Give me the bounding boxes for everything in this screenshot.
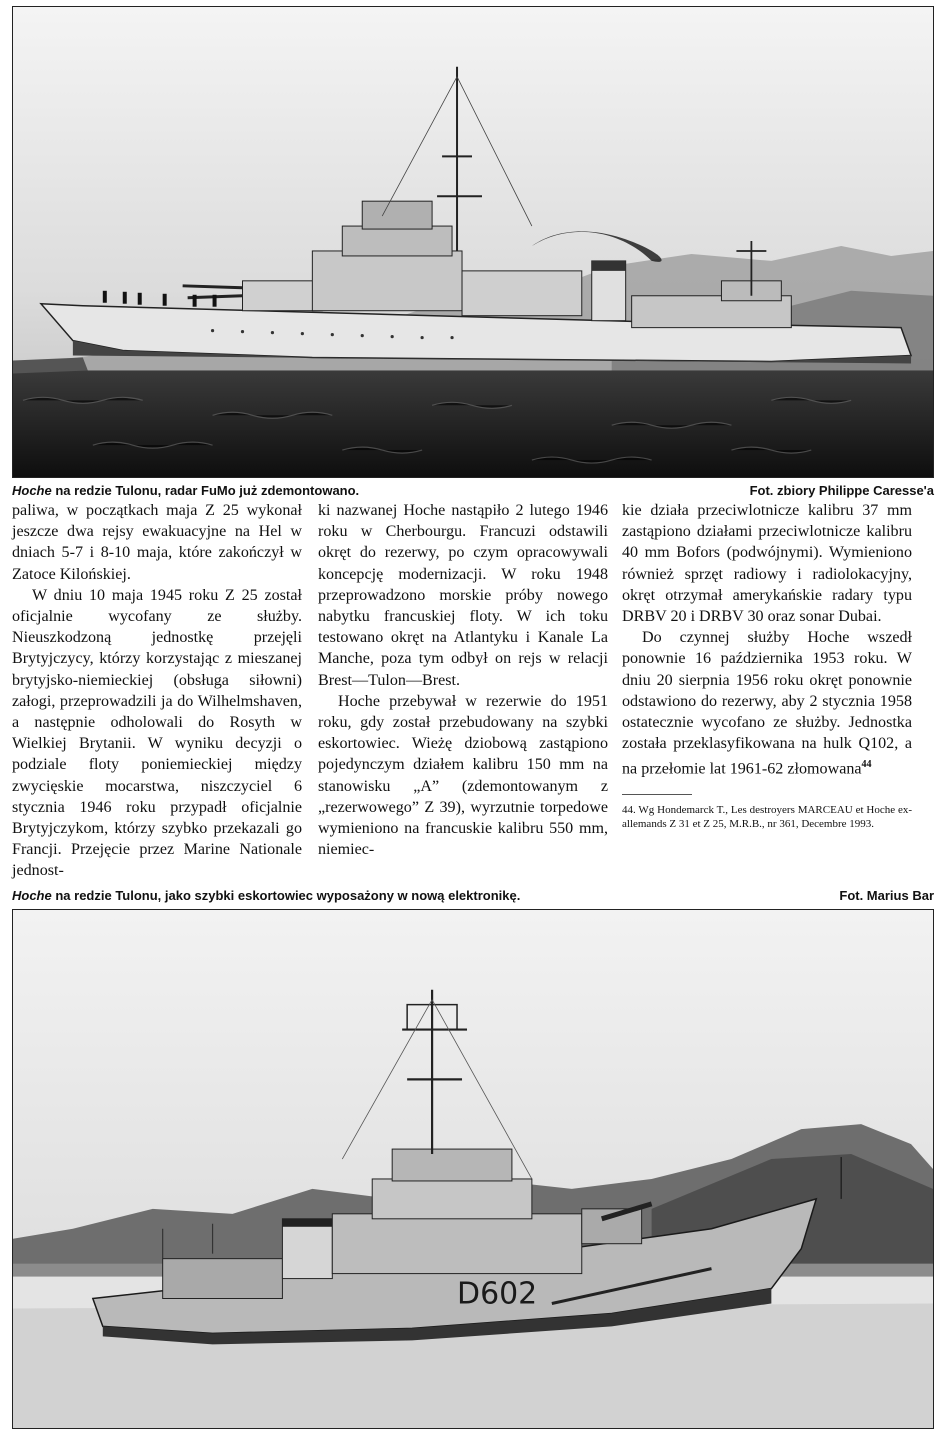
caption-text: na redzie Tulonu, jako szybki eskortowiec wyposażony w nową elektronikę. [51, 888, 521, 903]
footnote-divider [622, 794, 692, 799]
text-column-1 [12, 500, 302, 882]
photo-top-caption [12, 482, 934, 500]
text-column-3 [622, 500, 912, 831]
footnote-ref: 44 [861, 759, 872, 771]
photo-top [12, 6, 934, 478]
paragraph: Hoche przebywał w rezerwie do 1951 roku, gdy został przebudowany na szybki eskortowiec. Wieżę dziobową zastąpiono pojedynczym działem kalibru 150 mm na stanowisku „A” (zdemontowanym z „rezerwowego” Z 39), wyrzutnie torpedowe wymieniono na francuskie kalibru 550 mm, niemiec- [318, 692, 608, 859]
photo-credit: Fot. Marius Bar [839, 888, 934, 903]
paragraph: kie działa przeciwlotnicze kalibru 37 mm zastąpiono działami przeciwlotnicze kalibru 40 mm Bofors (podwójnymi). Wymieniono również sprzęt radiowy i radiolokacyjny, okręt otrzymał amerykańskie radary typu DRBV 20 i DRBV 30 oraz sonar Dubai. [622, 502, 912, 626]
caption-text: na redzie Tulonu, radar FuMo już zdemontowano. [51, 483, 360, 498]
photo-bottom-caption [12, 887, 934, 905]
destroyer-photo-bottom [13, 910, 933, 1428]
caption-ship-name: Hoche [12, 483, 52, 498]
paragraph-text: Do czynnej służby Hoche wszedł ponownie 16 października 1953 roku. W dniu 20 sierpnia 1956 roku okręt ponownie odstawiono do rezerwy, aby 2 stycznia 1958 ostatecznie wycofano ze służby. Jednostka została przeklasyfikowana na hulk Q102, a na przełomie lat 1961-62 złomowana [622, 629, 912, 778]
paragraph: ki nazwanej Hoche nastąpiło 2 lutego 1946 roku w Cherbourgu. Francuzi odstawili okręt do rezerwy, po czym opracowywali koncepcję modernizacji. W roku 1948 przeprowadzono morskie próby nowego nabytku francuskiej floty. W ich toku testowano okręt na Atlantyku i Kanale La Manche, poza tym odbył on rejs w relacji Brest—Tulon—Brest. [318, 502, 608, 689]
paragraph: W dniu 10 maja 1945 roku Z 25 został oficjalnie wycofany ze służby. Nieuszkodzoną jednostkę przejęli Brytyjczycy, którzy korzystając z mieszanej brytyjsko-niemieckiej (obsługa siłowni) załogi, przeprowadzili ja do Wilhelmshaven, a następnie odholowali do Rosyth w Wielkiej Brytanii. W wyniku decyzji o podziale floty poniemieckiej między zwycięskie mocarstwa, niszczyciel 6 stycznia 1946 roku przypadł oficjalnie Brytyjczykom, którzy szybko przekazali go Francji. Przejęcie przez Marine Nationale jednost- [12, 586, 302, 880]
destroyer-photo-top [13, 7, 933, 477]
photo-bottom [12, 909, 934, 1429]
paragraph: paliwa, w początkach maja Z 25 wykonał jeszcze dwa rejsy ewakuacyjne na Hel w dniach 5-7 i 8-10 maja, które zakończył w Zatoce Kilońskiej. [12, 502, 302, 583]
text-column-2 [318, 500, 608, 860]
paragraph [622, 627, 912, 780]
photo-credit: Fot. zbiory Philippe Caresse'a [749, 483, 934, 498]
footnote: 44. Wg Hondemarck T., Les destroyers MARCEAU et Hoche ex-allemands Z 31 et Z 25, M.R.B., nr 361, Decembre 1993. [622, 804, 912, 830]
caption-ship-name: Hoche [12, 888, 52, 903]
hull-number: D602 [457, 1276, 538, 1312]
